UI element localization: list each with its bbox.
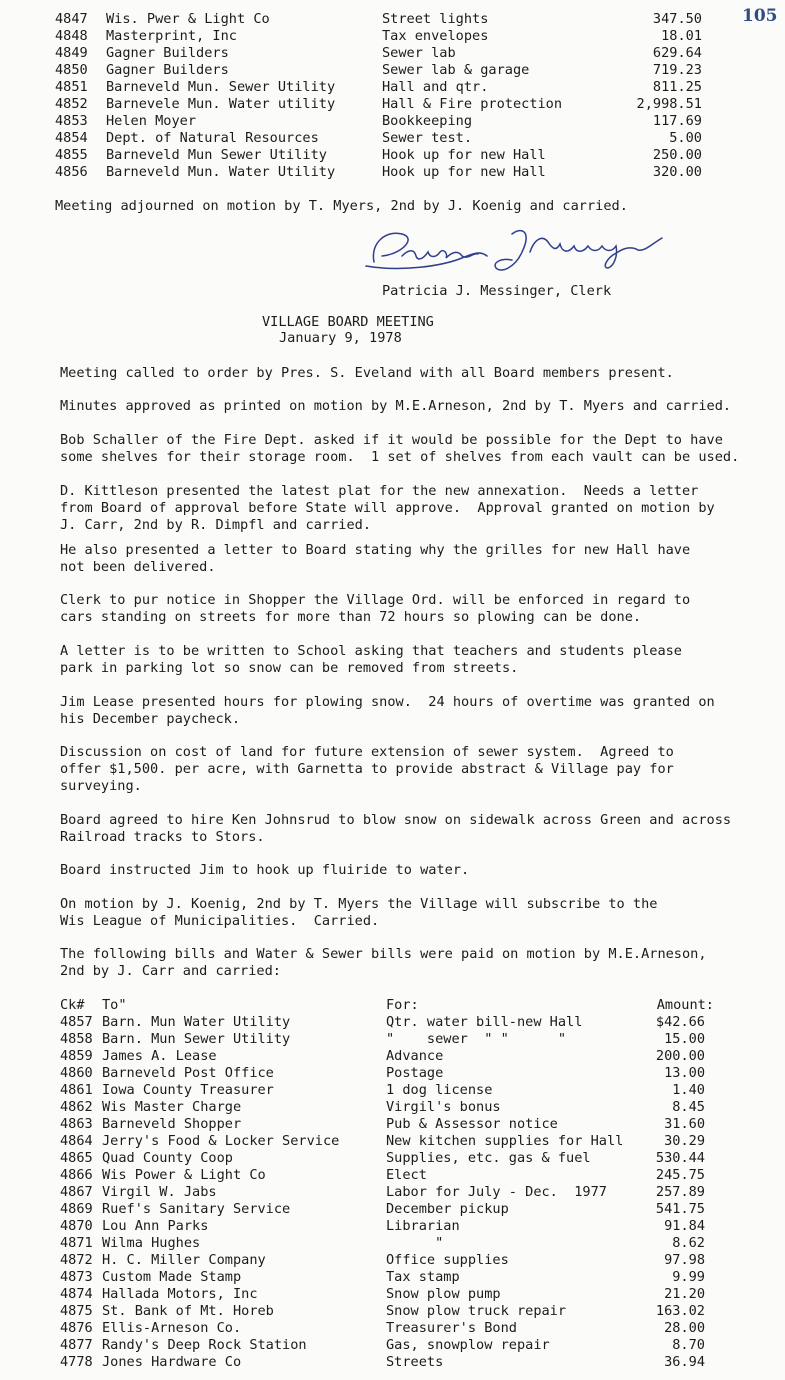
payee: Wis Master Charge — [102, 1099, 242, 1115]
paragraph-line: Minutes approved as printed on motion by M.E.Arneson, 2nd by T. Myers and carried. — [60, 398, 732, 414]
payee: Barneveld Mun. Sewer Utility — [106, 79, 336, 95]
check-number: 4867 — [60, 1184, 93, 1200]
bill-row — [0, 1065, 785, 1082]
payee: Barn. Mun Sewer Utility — [102, 1031, 291, 1047]
payee: Randy's Deep Rock Station — [102, 1337, 307, 1353]
amount: $42.66 — [655, 1014, 705, 1030]
paragraph-line: some shelves for their storage room. 1 set of shelves from each vault can be used. — [60, 449, 740, 465]
purpose: Snow plow truck repair — [386, 1303, 567, 1319]
payee: Ruef's Sanitary Service — [102, 1201, 291, 1217]
payee: Barneveld Mun. Water Utility — [106, 164, 336, 180]
check-number: 4849 — [55, 45, 88, 61]
minutes-paragraph — [60, 694, 715, 728]
payee: Barneveld Post Office — [102, 1065, 274, 1081]
payee: Custom Made Stamp — [102, 1269, 242, 1285]
payee: Ellis-Arneson Co. — [102, 1320, 242, 1336]
payee: Hallada Motors, Inc — [102, 1286, 258, 1302]
paragraph-line: Meeting called to order by Pres. S. Eveland with all Board members present. — [60, 365, 674, 381]
check-number: 4873 — [60, 1269, 93, 1285]
page-number: 105 — [742, 6, 778, 26]
bill-row — [0, 1082, 785, 1099]
amount: 13.00 — [664, 1065, 705, 1081]
bill-row — [0, 1116, 785, 1133]
check-number: 4857 — [60, 1014, 93, 1030]
purpose: Sewer test. — [382, 130, 473, 146]
bill-row — [0, 1201, 785, 1218]
amount: 31.60 — [664, 1116, 705, 1132]
payee: Masterprint, Inc — [106, 28, 237, 44]
check-number: 4859 — [60, 1048, 93, 1064]
purpose: Snow plow pump — [386, 1286, 501, 1302]
amount: 163.02 — [655, 1303, 705, 1319]
amount: Amount: — [656, 997, 714, 1013]
purpose: Supplies, etc. gas & fuel — [386, 1150, 591, 1166]
purpose: Hook up for new Hall — [382, 147, 546, 163]
check-number: 4870 — [60, 1218, 93, 1234]
paragraph-line: Railroad tracks to Stors. — [60, 829, 265, 845]
purpose: For: — [386, 997, 419, 1013]
purpose: " sewer " " " — [386, 1031, 567, 1047]
purpose: Labor for July - Dec. 1977 — [386, 1184, 607, 1200]
bill-row — [0, 1235, 785, 1252]
payee: H. C. Miller Company — [102, 1252, 266, 1268]
purpose: Virgil's bonus — [386, 1099, 501, 1115]
check-number: 4848 — [55, 28, 88, 44]
minutes-paragraph — [60, 365, 674, 382]
check-number: 4858 — [60, 1031, 93, 1047]
check-number: 4855 — [55, 147, 88, 163]
check-number: 4865 — [60, 1150, 93, 1166]
paragraph-line: 2nd by J. Carr and carried: — [60, 963, 281, 979]
paragraph-line: Wis League of Municipalities. Carried. — [60, 913, 380, 929]
check-number: 4847 — [55, 11, 88, 27]
clerk-signature-name: Patricia J. Messinger, Clerk — [382, 283, 612, 299]
payee: Barneveld Shopper — [102, 1116, 242, 1132]
purpose: Postage — [386, 1065, 444, 1081]
check-number: 4866 — [60, 1167, 93, 1183]
purpose: December pickup — [386, 1201, 509, 1217]
amount: 21.20 — [664, 1286, 705, 1302]
bill-row — [0, 113, 785, 130]
bill-row — [0, 1031, 785, 1048]
purpose: Hall and qtr. — [382, 79, 489, 95]
payee: Gagner Builders — [106, 62, 229, 78]
amount: 629.64 — [652, 45, 702, 61]
bill-row — [0, 28, 785, 45]
minutes-paragraph — [60, 432, 739, 466]
minutes-paragraph — [60, 862, 469, 879]
bill-row — [0, 1269, 785, 1286]
payee: St. Bank of Mt. Horeb — [102, 1303, 274, 1319]
purpose: Hook up for new Hall — [382, 164, 546, 180]
payee: Barneveld Mun Sewer Utility — [106, 147, 327, 163]
paragraph-line: The following bills and Water & Sewer bills were paid on motion by M.E.Arneson, — [60, 946, 707, 962]
check-number: 4778 — [60, 1354, 93, 1370]
bill-row — [0, 1014, 785, 1031]
bill-row — [0, 1354, 785, 1371]
payee: Dept. of Natural Resources — [106, 130, 319, 146]
paragraph-line: Board instructed Jim to hook up fluiride to water. — [60, 862, 470, 878]
purpose: " — [386, 1235, 444, 1251]
payee: Wilma Hughes — [102, 1235, 201, 1251]
bill-row — [0, 79, 785, 96]
payee: To" — [102, 997, 127, 1013]
amount: 250.00 — [652, 147, 702, 163]
paragraph-line: park in parking lot so snow can be removed from streets. — [60, 660, 519, 676]
meeting-date: January 9, 1978 — [279, 330, 402, 346]
amount: 320.00 — [652, 164, 702, 180]
check-number: 4850 — [55, 62, 88, 78]
check-number: 4856 — [55, 164, 88, 180]
bill-row — [0, 1133, 785, 1150]
purpose: Tax envelopes — [382, 28, 489, 44]
paragraph-line: A letter is to be written to School asking that teachers and students please — [60, 643, 682, 659]
bill-row — [0, 1150, 785, 1167]
purpose: Advance — [386, 1048, 444, 1064]
minutes-paragraph — [60, 542, 690, 576]
check-number: 4853 — [55, 113, 88, 129]
check-number: 4852 — [55, 96, 88, 112]
handwritten-signature — [362, 222, 672, 286]
check-number: 4869 — [60, 1201, 93, 1217]
payee: Jones Hardware Co — [102, 1354, 242, 1370]
minutes-paragraph — [60, 896, 657, 930]
paragraph-line: Board agreed to hire Ken Johnsrud to blow snow on sidewalk across Green and across — [60, 812, 732, 828]
amount: 245.75 — [655, 1167, 705, 1183]
bill-row — [0, 1099, 785, 1116]
paragraph-line: surveying. — [60, 778, 142, 794]
purpose: Office supplies — [386, 1252, 509, 1268]
purpose: Elect — [386, 1167, 427, 1183]
bill-row — [0, 96, 785, 113]
amount: 347.50 — [652, 11, 702, 27]
amount: 15.00 — [664, 1031, 705, 1047]
amount: 30.29 — [664, 1133, 705, 1149]
bill-row — [0, 1218, 785, 1235]
amount: 117.69 — [652, 113, 702, 129]
check-number: 4871 — [60, 1235, 93, 1251]
payee: Barnevele Mun. Water utility — [106, 96, 336, 112]
purpose: Gas, snowplow repair — [386, 1337, 550, 1353]
purpose: Bookkeeping — [382, 113, 473, 129]
minutes-paragraph — [60, 483, 715, 534]
purpose: Sewer lab & garage — [382, 62, 530, 78]
payee: Lou Ann Parks — [102, 1218, 209, 1234]
amount: 8.62 — [672, 1235, 705, 1251]
purpose: Sewer lab — [382, 45, 456, 61]
amount: 5.00 — [669, 130, 702, 146]
amount: 97.98 — [664, 1252, 705, 1268]
minutes-paragraph — [60, 744, 674, 795]
payee: Helen Moyer — [106, 113, 197, 129]
minutes-paragraph — [60, 592, 690, 626]
paragraph-line: not been delivered. — [60, 559, 216, 575]
amount: 8.70 — [672, 1337, 705, 1353]
amount: 257.89 — [655, 1184, 705, 1200]
paragraph-line: his December paycheck. — [60, 711, 241, 727]
bill-row — [0, 1337, 785, 1354]
bill-row — [0, 62, 785, 79]
paragraph-line: Bob Schaller of the Fire Dept. asked if it would be possible for the Dept to have — [60, 432, 723, 448]
amount: 18.01 — [661, 28, 702, 44]
payee: Quad County Coop — [102, 1150, 233, 1166]
bill-row — [0, 1320, 785, 1337]
paragraph-line: He also presented a letter to Board stating why the grilles for new Hall have — [60, 542, 691, 558]
payee: Jerry's Food & Locker Service — [102, 1133, 340, 1149]
paragraph-line: Discussion on cost of land for future extension of sewer system. Agreed to — [60, 744, 674, 760]
bill-row — [0, 11, 785, 28]
adjournment-text: Meeting adjourned on motion by T. Myers, 2nd by J. Koenig and carried. — [55, 198, 628, 214]
purpose: Librarian — [386, 1218, 460, 1234]
bill-row — [0, 1167, 785, 1184]
purpose: Pub & Assessor notice — [386, 1116, 558, 1132]
bill-row — [0, 1048, 785, 1065]
purpose: Hall & Fire protection — [382, 96, 563, 112]
check-number: 4862 — [60, 1099, 93, 1115]
amount: 8.45 — [672, 1099, 705, 1115]
paragraph-line: cars standing on streets for more than 72 hours so plowing can be done. — [60, 609, 642, 625]
check-number: 4864 — [60, 1133, 93, 1149]
payee: Gagner Builders — [106, 45, 229, 61]
amount: 28.00 — [664, 1320, 705, 1336]
purpose: Streets — [386, 1354, 444, 1370]
meeting-title: VILLAGE BOARD MEETING — [262, 314, 434, 330]
check-number: 4861 — [60, 1082, 93, 1098]
bill-row — [0, 1184, 785, 1201]
amount: 811.25 — [652, 79, 702, 95]
amount: 541.75 — [655, 1201, 705, 1217]
bill-row — [0, 147, 785, 164]
paragraph-line: offer $1,500. per acre, with Garnetta to provide abstract & Village pay for — [60, 761, 674, 777]
paragraph-line: Jim Lease presented hours for plowing snow. 24 hours of overtime was granted on — [60, 694, 715, 710]
amount: 2,998.51 — [636, 96, 702, 112]
check-number: 4877 — [60, 1337, 93, 1353]
payee: Wis Power & Light Co — [102, 1167, 266, 1183]
bill-row — [0, 130, 785, 147]
check-number: Ck# — [60, 997, 85, 1013]
minutes-paragraph — [60, 398, 731, 415]
paragraph-line: Clerk to pur notice in Shopper the Village Ord. will be enforced in regard to — [60, 592, 691, 608]
payee: Virgil W. Jabs — [102, 1184, 217, 1200]
payee: Wis. Pwer & Light Co — [106, 11, 270, 27]
check-number: 4874 — [60, 1286, 93, 1302]
bill-row — [0, 1252, 785, 1269]
paragraph-line: On motion by J. Koenig, 2nd by T. Myers the Village will subscribe to the — [60, 896, 658, 912]
check-number: 4851 — [55, 79, 88, 95]
bill-row — [0, 1286, 785, 1303]
paragraph-line: J. Carr, 2nd by R. Dimpfl and carried. — [60, 517, 371, 533]
payee: Barn. Mun Water Utility — [102, 1014, 291, 1030]
check-number: 4854 — [55, 130, 88, 146]
amount: 530.44 — [655, 1150, 705, 1166]
check-number: 4863 — [60, 1116, 93, 1132]
purpose: Qtr. water bill-new Hall — [386, 1014, 583, 1030]
payee: James A. Lease — [102, 1048, 217, 1064]
payee: Iowa County Treasurer — [102, 1082, 274, 1098]
amount: 91.84 — [664, 1218, 705, 1234]
minutes-paragraph — [60, 946, 707, 980]
bills-table-header — [0, 997, 785, 1014]
amount: 1.40 — [672, 1082, 705, 1098]
purpose: New kitchen supplies for Hall — [386, 1133, 624, 1149]
purpose: 1 dog license — [386, 1082, 493, 1098]
bill-row — [0, 164, 785, 181]
bill-row — [0, 45, 785, 62]
check-number: 4876 — [60, 1320, 93, 1336]
minutes-paragraph — [60, 643, 682, 677]
check-number: 4872 — [60, 1252, 93, 1268]
purpose: Tax stamp — [386, 1269, 460, 1285]
amount: 719.23 — [652, 62, 702, 78]
amount: 36.94 — [664, 1354, 705, 1370]
paragraph-line: D. Kittleson presented the latest plat for the new annexation. Needs a letter — [60, 483, 699, 499]
bill-row — [0, 1303, 785, 1320]
purpose: Treasurer's Bond — [386, 1320, 517, 1336]
check-number: 4875 — [60, 1303, 93, 1319]
paragraph-line: from Board of approval before State will approve. Approval granted on motion by — [60, 500, 715, 516]
minutes-paragraph — [60, 812, 731, 846]
purpose: Street lights — [382, 11, 489, 27]
amount: 9.99 — [672, 1269, 705, 1285]
amount: 200.00 — [655, 1048, 705, 1064]
check-number: 4860 — [60, 1065, 93, 1081]
